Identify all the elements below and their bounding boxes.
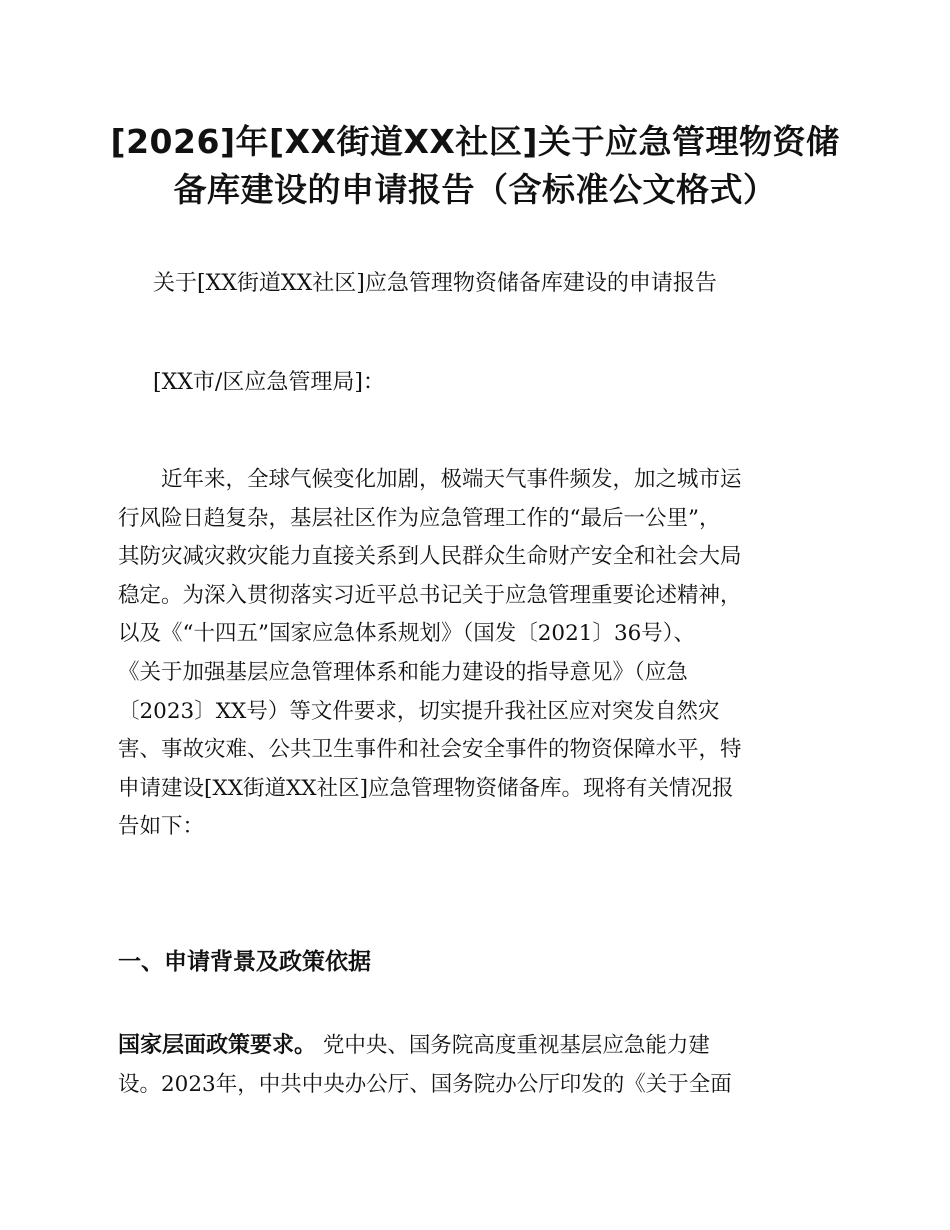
- document-subtitle: 关于[XX街道XX社区]应急管理物资储备库建设的申请报告: [153, 271, 717, 296]
- intro-line: 以及《“十四五”国家应急体系规划》（国发〔2021〕36号）、: [118, 621, 696, 647]
- section-heading: 一、申请背景及政策依据: [118, 949, 371, 975]
- intro-paragraph: [118, 461, 838, 847]
- intro-line: 近年来，全球气候变化加剧，极端天气事件频发，加之城市运: [118, 467, 742, 492]
- document-title: [80, 118, 870, 214]
- title-line-2: 备库建设的申请报告（含标准公文格式）: [173, 170, 777, 209]
- intro-line: 其防灾减灾救灾能力直接关系到人民群众生命财产安全和社会大局: [118, 544, 742, 570]
- intro-line: 〔2023〕XX号）等文件要求，切实提升我社区应对突发自然灾: [118, 698, 720, 724]
- policy-lead: 国家层面政策要求。: [118, 1033, 317, 1058]
- intro-line: 申请建设[XX街道XX社区]应急管理物资储备库。现将有关情况报: [118, 775, 734, 801]
- intro-line: 稳定。为深入贯彻落实习近平总书记关于应急管理重要论述精神，: [118, 582, 742, 608]
- policy-paragraph: [118, 1027, 838, 1104]
- policy-line-1-rest: 党中央、国务院高度重视基层应急能力建: [316, 1033, 710, 1058]
- intro-line: 行风险日趋复杂，基层社区作为应急管理工作的“最后一公里”，: [118, 505, 721, 531]
- intro-line: 害、事故灾难、公共卫生事件和社会安全事件的物资保障水平，特: [118, 737, 742, 763]
- intro-line: 《关于加强基层应急管理体系和能力建设的指导意见》（应急: [118, 659, 688, 685]
- policy-line-2: 设。2023年，中共中央办公厅、国务院办公厅印发的《关于全面: [118, 1071, 732, 1097]
- title-line-1: [2026]年[XX街道XX社区]关于应急管理物资储: [110, 122, 840, 161]
- addressee-line: [XX市/区应急管理局]：: [153, 370, 385, 395]
- policy-line: [118, 1027, 838, 1066]
- intro-line: 告如下：: [118, 814, 205, 840]
